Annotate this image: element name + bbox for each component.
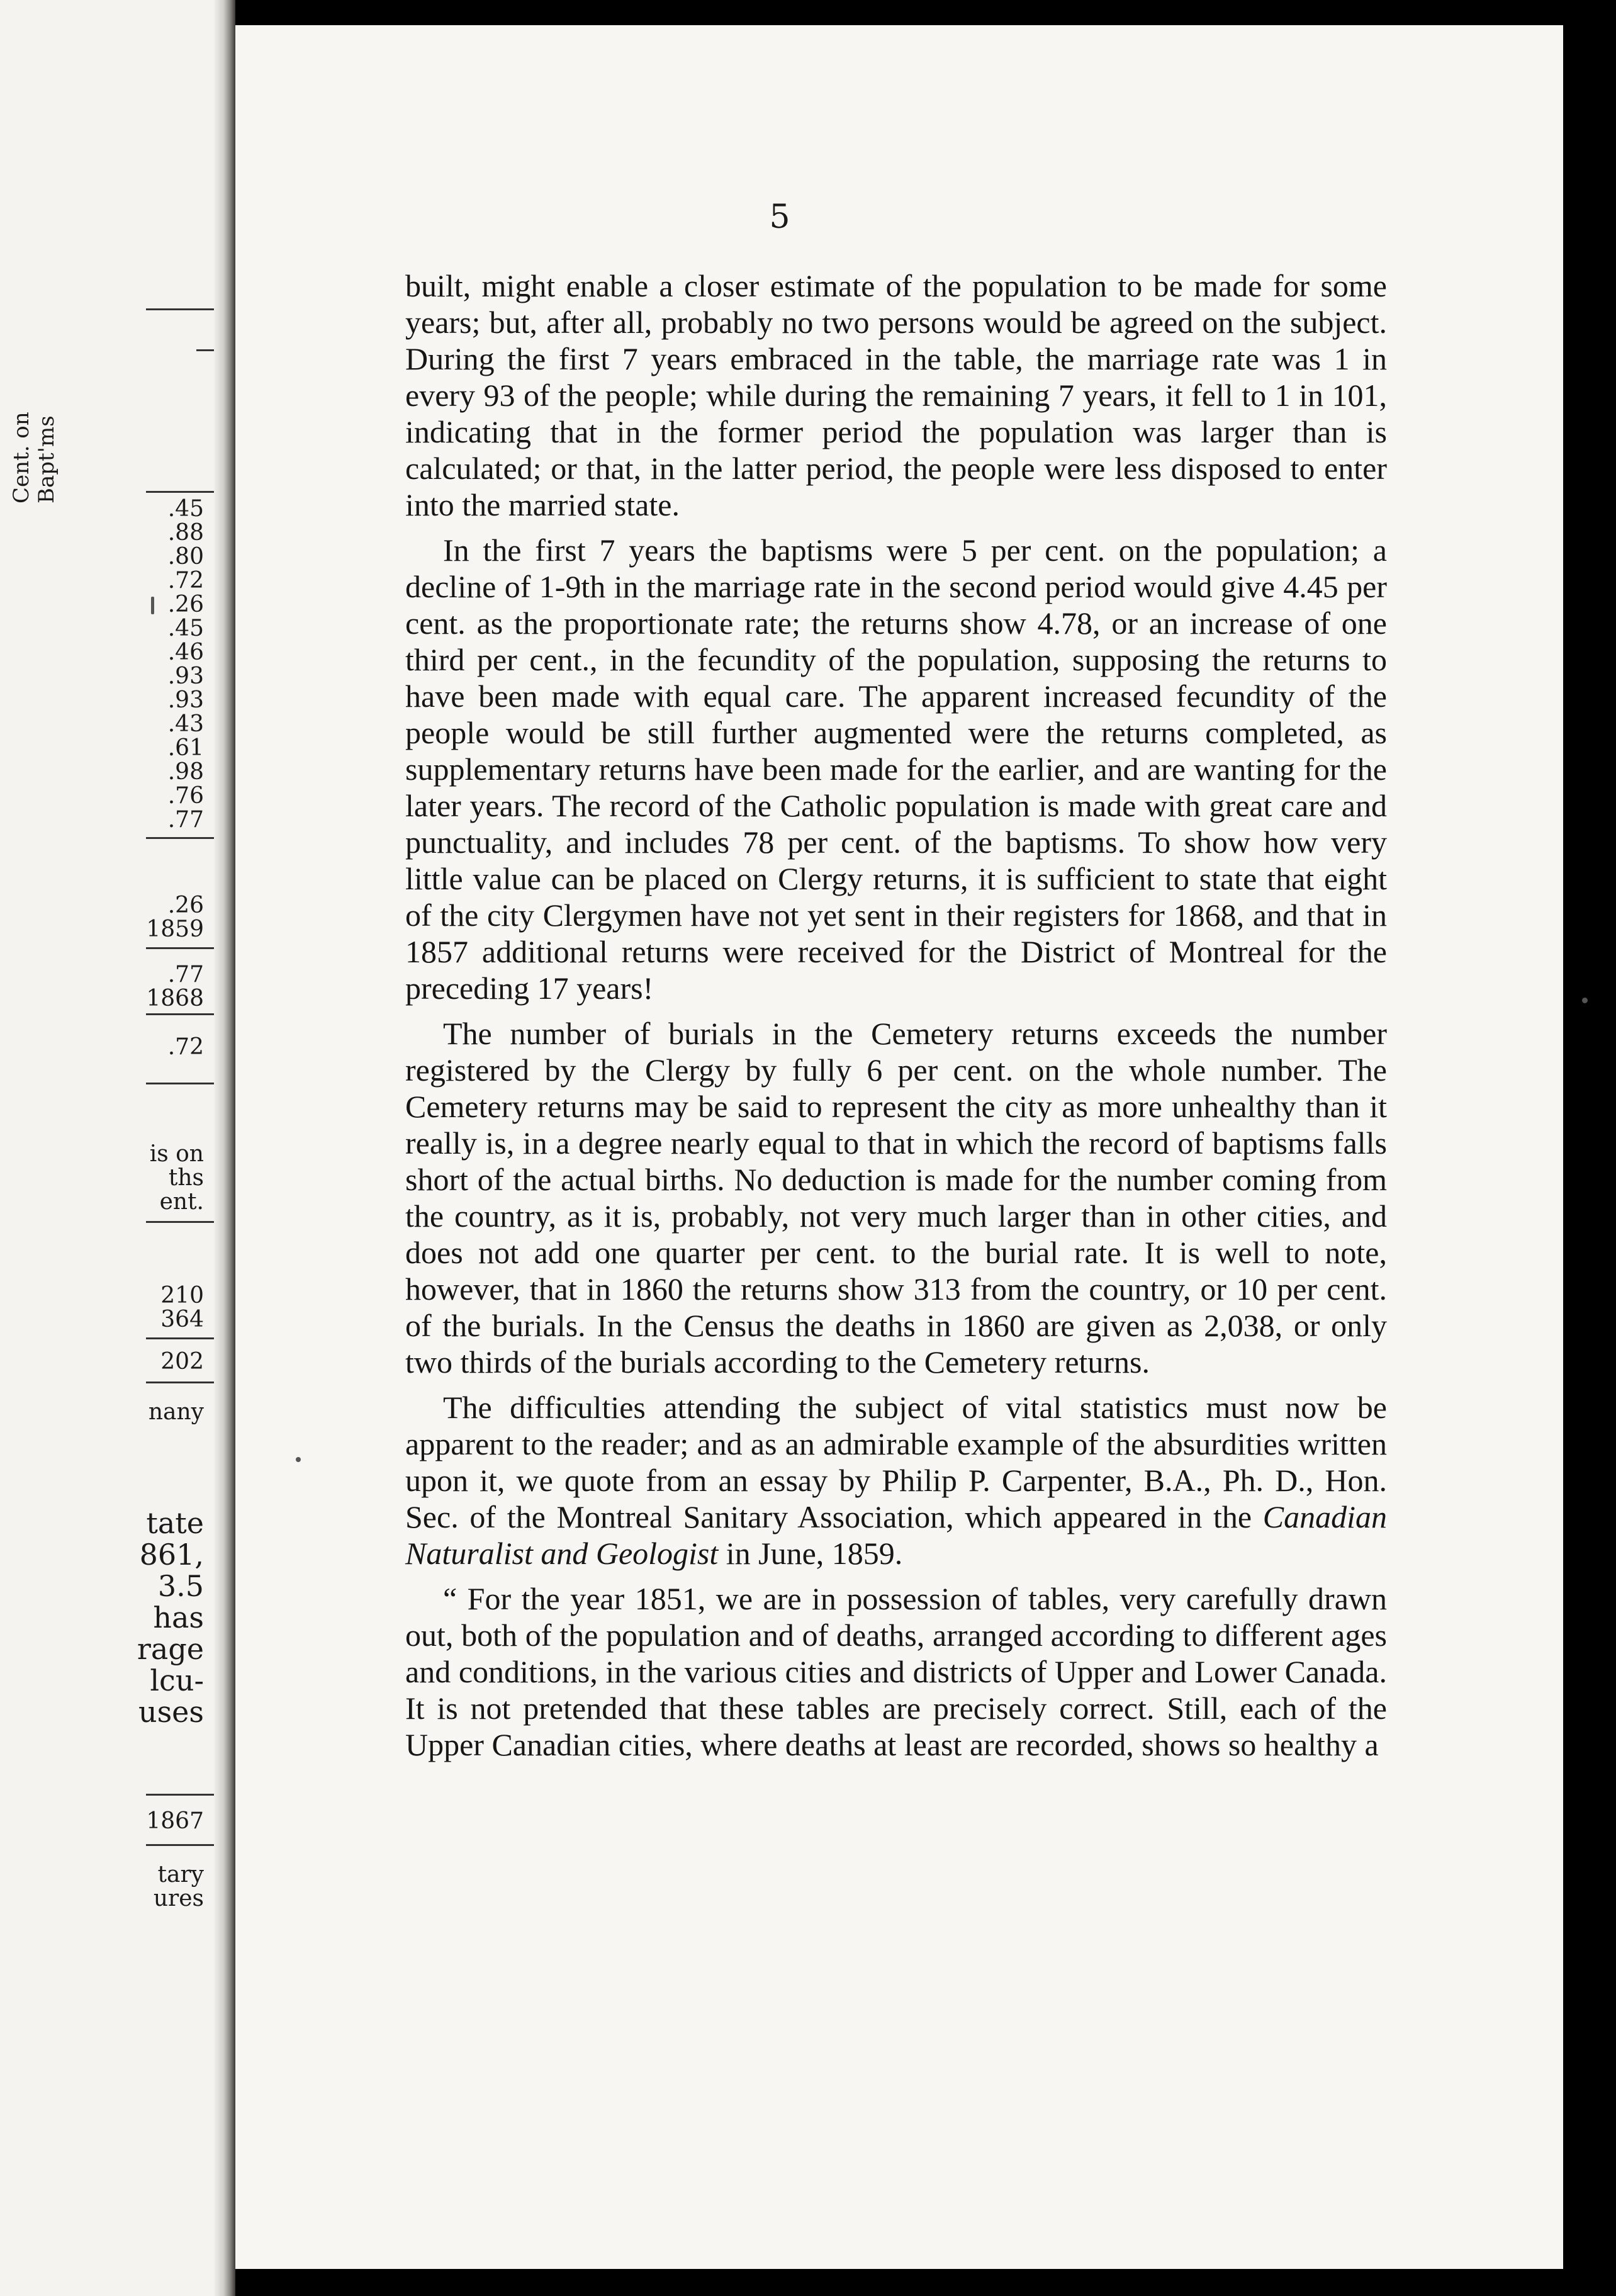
table-value: 210 bbox=[160, 1283, 204, 1308]
table-value: .98 bbox=[167, 759, 204, 785]
paragraph: built, might enable a closer estimate of the population to be made for some years; but, after all, probably no two persons would be agreed on the subject. During the first 7 years embraced in the table, the marriage rate was 1 in every 93 of the people; while during the remaining 7 years, it fell to 1 in 101, indicating that in the former period the population was larger than is calculated; or that, in the latter period, the people were less disposed to enter into the married state. bbox=[405, 268, 1387, 522]
table-value: .77 bbox=[167, 962, 204, 988]
ink-speck bbox=[296, 1457, 301, 1462]
table-value: .88 bbox=[167, 520, 204, 546]
table-rule bbox=[146, 947, 222, 949]
table-rule bbox=[146, 1844, 222, 1846]
table-rule bbox=[146, 308, 222, 310]
body-text bbox=[405, 267, 1387, 1772]
table-value: .26 bbox=[167, 592, 204, 617]
table-rule bbox=[146, 1221, 222, 1223]
heading-fragment-line: ths bbox=[168, 1165, 204, 1191]
table-value: .72 bbox=[167, 568, 204, 594]
table-value: .76 bbox=[167, 783, 204, 809]
table-value: .43 bbox=[167, 711, 204, 737]
ink-speck bbox=[151, 597, 154, 614]
paragraph: “ For the year 1851, we are in possession of tables, very carefully drawn out, both of the population and of deaths, arranged according to different ages and conditions, in the various cities and districts of Upper and Lower Canada. It is not pretended that these tables are precisely correct. Still, each of the Upper Canadian cities, where deaths at least are recorded, shows so healthy a bbox=[405, 1581, 1387, 1762]
table-rule bbox=[146, 1013, 222, 1015]
journal-title: Canadian Naturalist and Geologist bbox=[405, 1499, 1387, 1571]
table-rule bbox=[146, 1337, 222, 1339]
text-fragment: has bbox=[153, 1601, 204, 1635]
table-value: .93 bbox=[167, 687, 204, 713]
bottom-edge bbox=[235, 2269, 1616, 2296]
year-fragment: 1867 bbox=[146, 1808, 204, 1834]
value-column-2 bbox=[146, 894, 204, 942]
table-value: .93 bbox=[167, 663, 204, 689]
table-value: .45 bbox=[167, 616, 204, 641]
table-value: .80 bbox=[167, 544, 204, 570]
text-fragment: ures bbox=[153, 1886, 204, 1911]
paragraph bbox=[405, 1389, 1387, 1572]
right-page bbox=[235, 0, 1616, 2296]
paragraph: The number of burials in the Cemetery returns exceeds the number registered by the Clergy by fully 6 per cent. on the whole number. The Cemetery returns may be said to represent the city as more unhealthy than it really is, in a degree nearly equal to that in which the record of baptisms falls short of the actual births. No deduction is made for the number coming from the country, as it is, probably, not very much larger than in other cities, and does not add one quarter per cent. to the burial rate. It is well to note, however, that in 1860 the returns show 313 from the country, or 10 per cent. of the burials. In the Census the deaths in 1860 are given as 2,038, or only two thirds of the burials according to the Cemetery returns. bbox=[405, 1016, 1387, 1380]
paragraph-text: in June, 1859. bbox=[718, 1536, 903, 1571]
text-fragment: lcu- bbox=[150, 1663, 204, 1697]
text-fragment: tary bbox=[157, 1862, 204, 1888]
tail-fragments bbox=[154, 1863, 204, 1911]
table-value: .26 bbox=[167, 892, 204, 918]
table-value: 202 bbox=[160, 1349, 204, 1375]
value-column-4 bbox=[168, 1035, 204, 1059]
top-edge bbox=[235, 0, 1616, 25]
table-value: .72 bbox=[167, 1034, 204, 1060]
table-rule bbox=[146, 837, 222, 839]
table-value: .46 bbox=[167, 639, 204, 665]
paragraph: In the first 7 years the baptisms were 5 per cent. on the population; a decline of 1-9th in the marriage rate in the second period would give 4.45 per cent. as the proportionate rate; the returns show 4.78, or an increase of one third per cent., in the fecundity of the population, supposing the returns to have been made with equal care. The apparent increased fecundity of the people would be still further augmented were the returns completed, as supplementary returns have been made for the earlier, and are wanting for the later years. The record of the Catholic population is made with great care and punctuality, and includes 78 per cent. of the baptisms. To show how very little value can be placed on Clergy returns, it is sufficient to state that eight of the city Clergymen have not yet sent in their registers for 1868, and that in 1857 additional returns were received for the District of Montreal for the preceding 17 years! bbox=[405, 532, 1387, 1006]
table-rule bbox=[146, 1382, 222, 1383]
page-number: 5 bbox=[769, 198, 790, 236]
column-header-line: Bapt'ms bbox=[34, 415, 59, 504]
column-header bbox=[9, 412, 59, 504]
table-rule bbox=[146, 491, 222, 493]
text-fragment: 861, bbox=[139, 1538, 204, 1572]
value-column-3 bbox=[146, 963, 204, 1011]
binding-gutter bbox=[214, 0, 235, 2296]
table-value: .61 bbox=[167, 735, 204, 761]
value-column-5 bbox=[160, 1284, 204, 1332]
table-value: 364 bbox=[160, 1307, 204, 1332]
text-fragments bbox=[137, 1507, 204, 1728]
text-fragment: uses bbox=[138, 1695, 204, 1729]
heading-fragment bbox=[150, 1142, 204, 1214]
value-column-1 bbox=[168, 497, 204, 832]
paragraph-text: The difficulties attending the subject of vital statistics must now be apparent to the reader; and as an admirable example of the absurdities written upon it, we quote from an essay by Philip P. Carpenter, B.A., Ph. D., Hon. Sec. of the Montreal Sanitary Association, which appeared in the bbox=[405, 1390, 1387, 1534]
table-rule bbox=[146, 1083, 222, 1084]
value-column-6 bbox=[160, 1350, 204, 1374]
left-page bbox=[0, 0, 234, 2296]
word-fragment: nany bbox=[148, 1399, 204, 1425]
heading-fragment-line: ent. bbox=[159, 1189, 204, 1215]
table-value: 1859 bbox=[146, 916, 204, 942]
table-rule bbox=[146, 1794, 222, 1796]
heading-fragment-line: is on bbox=[149, 1141, 204, 1167]
text-fragment: 3.5 bbox=[157, 1569, 204, 1603]
column-header-line: Cent. on bbox=[9, 412, 34, 504]
table-value: .45 bbox=[167, 496, 204, 522]
text-fragment: tate bbox=[146, 1506, 204, 1540]
table-value: .77 bbox=[167, 807, 204, 833]
ink-speck bbox=[1582, 998, 1588, 1003]
text-fragment: rage bbox=[137, 1632, 204, 1666]
right-edge bbox=[1563, 0, 1616, 2296]
table-value: 1868 bbox=[146, 986, 204, 1011]
